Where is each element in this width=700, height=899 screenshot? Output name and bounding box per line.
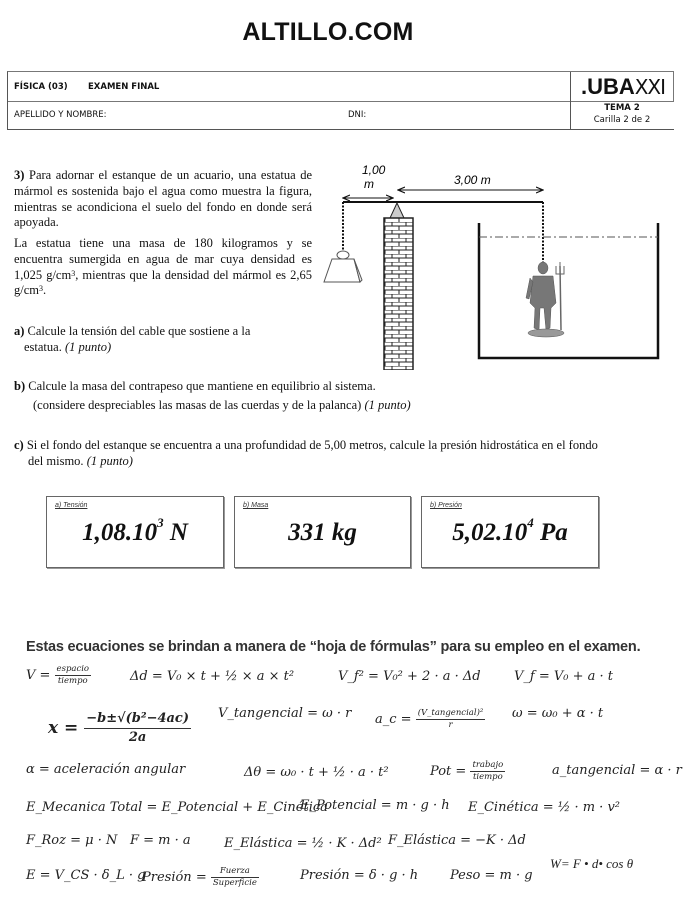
formula-vf: V_f = V₀ + a · t (514, 669, 613, 684)
formula-delta-theta: Δθ = ω₀ · t + ½ · a · t² (244, 765, 389, 780)
formula-pressure: Presión = $\frac{\text{Fuerza}}{\text{Superficie}}$ (142, 866, 257, 888)
answer-label: b) Presión (430, 502, 462, 509)
problem-data-text-2: , mientras que la densidad del mármol es 2,65 g/cm (14, 267, 313, 298)
formula-elastic-force: F_Elástica = −K · Δd (388, 833, 526, 848)
exam-type-label: EXAMEN FINAL (88, 82, 160, 92)
formula-hydrostatic-pressure: Presión = δ · g · h (300, 868, 419, 883)
header-right-border (673, 72, 674, 101)
formula-mechanical-energy: E_Mecanica Total = E_Potencial + E_Cinética (26, 800, 328, 815)
tank (479, 223, 658, 358)
formula-vf-squared: V_f² = V₀² + 2 · a · Δd (338, 669, 481, 684)
answer-box-mass (234, 496, 411, 568)
problem-number: 3) (14, 168, 25, 182)
formula-velocity: V = $\frac{\text{espacio}}{\text{tiempo}}$ (26, 664, 90, 686)
formula-kinetic-energy: E_Cinética = ½ · m · v² (468, 800, 621, 815)
counterweight (324, 251, 362, 282)
formula-buoyancy: E = V_CS · δ_L · g (26, 868, 146, 883)
question-a-text: Calcule la tensión del cable que sostiene a la (27, 324, 251, 338)
logo-main: .UBA (580, 74, 635, 99)
formula-alpha-definition: α = aceleración angular (26, 762, 186, 777)
question-c-tag: c) (14, 438, 24, 452)
problem-intro (14, 168, 312, 231)
answer-value: 1,08.10$^3$ N (82, 515, 188, 546)
answer-box-pressure (421, 496, 599, 568)
uba-xxi-logo (573, 74, 673, 100)
points-label: (1 punto) (64, 339, 112, 354)
exponent: 3 (39, 284, 43, 294)
question-a-tag: a) (14, 324, 25, 338)
formula-centripetal: a_c = $\frac{\text{(V\_tangencial)²}}{r}$ (375, 708, 484, 730)
answer-label: a) Tensión (55, 502, 88, 509)
formula-newton: F = m · a (130, 833, 191, 848)
name-field-label: APELLIDO Y NOMBRE: (14, 110, 107, 120)
tema-label: TEMA 2 (604, 103, 640, 113)
problem-intro-text: Para adornar el estanque de un acuario, una estatua de mármol es sostenida bajo el agua como muestra la figura, mientras se acondiciona el suelo del fondo en donde será apoyada. (14, 168, 313, 230)
lever-diagram (318, 158, 688, 370)
right-distance-label: 3,00 m (454, 173, 491, 187)
problem-data-text-1: La estatua tiene una masa de 180 kilogramos y se encuentra sumergida en agua de mar cuya densidad es 1,025 g/cm (14, 236, 312, 282)
formula-v-tangential: V_tangencial = ω · r (218, 706, 352, 721)
formula-omega: ω = ω₀ + α · t (512, 706, 604, 721)
points-label: (1 punto) (364, 397, 411, 412)
question-c-cont: del mismo. (28, 453, 84, 468)
header-divider (8, 101, 674, 102)
page-indicator: Carilla 2 de 2 (593, 115, 651, 125)
logo-suffix: XXI (634, 75, 666, 99)
answer-box-tension (46, 496, 224, 568)
brick-column (384, 218, 413, 370)
formula-sheet-heading: Estas ecuaciones se brindan a manera de “hoja de fórmulas” para su empleo en el examen. (26, 639, 641, 655)
exam-header (7, 71, 674, 130)
site-title: ALTILLO.COM (242, 18, 414, 46)
question-c (14, 438, 694, 470)
formula-quadratic: x = $\frac{\text{−b±√(b²−4ac)}}{2a}$ (48, 711, 189, 745)
points-label: (1 punto) (86, 453, 133, 468)
left-distance-unit: m (364, 177, 374, 191)
formula-power: Pot = $\frac{\text{trabajo}}{\text{tiempo}}$ (430, 760, 504, 782)
formula-elastic-energy: E_Elástica = ½ · K · Δd² (224, 836, 382, 851)
question-b (14, 379, 684, 414)
answer-value: 5,02.10$^4$ Pa (452, 515, 568, 546)
fulcrum (390, 203, 404, 218)
exponent: 3 (71, 268, 76, 278)
problem-data-text-3: . (43, 283, 47, 298)
dni-field-label: DNI: (348, 110, 367, 120)
left-distance-label: 1,00 (362, 163, 386, 177)
formula-friction: F_Roz = μ · N (26, 833, 118, 848)
course-label: FÍSICA (03) (14, 82, 68, 92)
problem-data (14, 236, 312, 299)
formula-a-tangential: a_tangencial = α · r (552, 763, 682, 778)
question-c-text: Si el fondo del estanque se encuentra a una profundidad de 5,00 metros, calcule la presión hidrostática en el fondo (26, 438, 598, 452)
answer-label: b) Masa (243, 502, 269, 509)
formula-weight: Peso = m · g (450, 868, 533, 883)
question-a-cont: estatua. (24, 339, 62, 354)
answer-value: 331 kg (288, 519, 357, 546)
formula-displacement: Δd = V₀ × t + ½ × a × t² (130, 669, 295, 684)
statue (526, 262, 564, 337)
question-b-tag: b) (14, 379, 26, 393)
formula-work: W= F • d• cos θ (550, 856, 634, 871)
question-b-cont: (considere despreciables las masas de las cuerdas y de la palanca) (33, 397, 362, 412)
question-b-text: Calcule la masa del contrapeso que mantiene en equilibrio al sistema. (28, 379, 376, 393)
formula-potential-energy: E_Potencial = m · g · h (300, 798, 450, 813)
question-a (14, 324, 312, 356)
